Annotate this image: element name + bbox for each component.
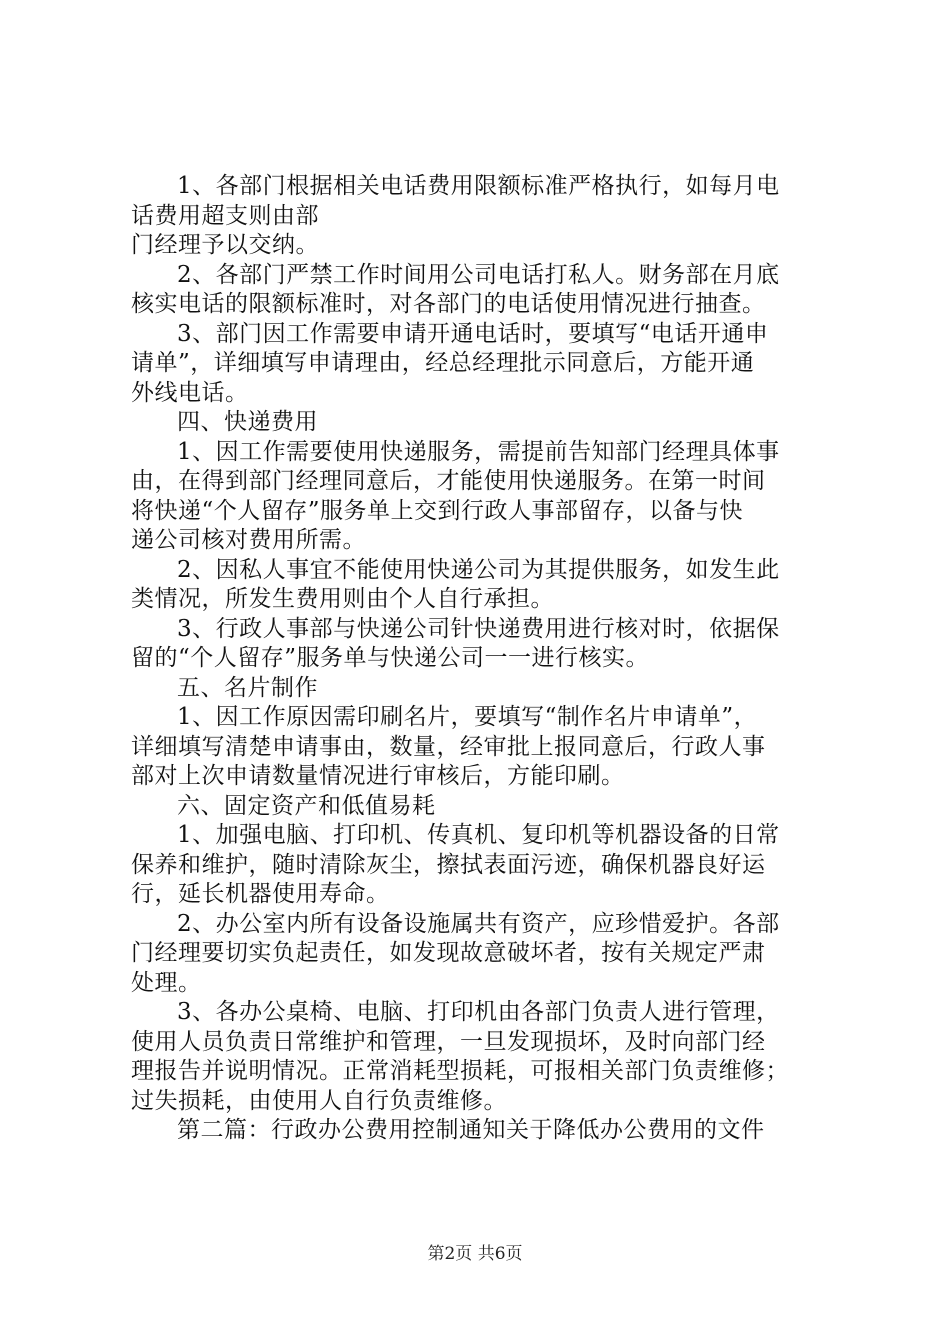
- page-number-footer: 第2页 共6页: [427, 1244, 523, 1264]
- text-line: 由，在得到部门经理同意后，才能使用快递服务。在第一时间: [131, 468, 766, 494]
- text-line: 门经理要切实负起责任，如发现故意破坏者，按有关规定严肃: [131, 940, 766, 966]
- text-line: 过失损耗，由使用人自行负责维修。: [131, 1087, 507, 1114]
- text-line: 1、因工作原因需印刷名片，要填写“制作名片申请单”，: [177, 704, 758, 730]
- text-line: 1、因工作需要使用快递服务，需提前告知部门经理具体事: [177, 438, 780, 465]
- text-line: 处理。: [131, 969, 202, 996]
- text-line: 将快递“个人留存”服务单上交到行政人事部留存，以备与快: [131, 497, 744, 524]
- text-line: 3、行政人事部与快递公司针快递费用进行核对时，依据保: [177, 615, 780, 642]
- text-line: 行，延长机器使用寿命。: [131, 881, 390, 907]
- text-line: 2、办公室内所有设备设施属共有资产，应珍惜爱护。各部: [177, 910, 780, 937]
- text-line: 使用人员负责日常维护和管理，一旦发现损坏，及时向部门经: [131, 1028, 766, 1055]
- text-line: 1、各部门根据相关电话费用限额标准严格执行，如每月电: [177, 173, 780, 199]
- text-line: 门经理予以交纳。: [131, 232, 319, 258]
- text-line: 话费用超支则由部: [131, 202, 319, 229]
- text-line: 详细填写清楚申请事由，数量，经审批上报同意后，行政人事: [131, 733, 766, 760]
- text-line: 第二篇：行政办公费用控制通知关于降低办公费用的文件: [177, 1117, 765, 1143]
- text-line: 理报告并说明情况。正常消耗型损耗，可报相关部门负责维修；: [131, 1058, 789, 1084]
- text-line: 五、名片制作: [177, 674, 318, 701]
- text-line: 六、固定资产和低值易耗: [177, 792, 436, 819]
- document-body: [131, 172, 831, 1146]
- text-line: 部对上次申请数量情况进行审核后，方能印刷。: [131, 763, 625, 789]
- text-line: 请单”，详细填写申请理由，经总经理批示同意后，方能开通: [131, 350, 755, 376]
- text-line: 2、因私人事宜不能使用快递公司为其提供服务，如发生此: [177, 556, 780, 583]
- text-line: 外线电话。: [131, 379, 249, 406]
- text-line: 核实电话的限额标准时，对各部门的电话使用情况进行抽查。: [131, 291, 766, 317]
- text-line: 1、加强电脑、打印机、传真机、复印机等机器设备的日常: [177, 822, 780, 848]
- text-line: 2、各部门严禁工作时间用公司电话打私人。财务部在月底: [177, 261, 780, 288]
- text-line: 类情况，所发生费用则由个人自行承担。: [131, 586, 554, 612]
- text-line: 保养和维护，随时清除灰尘，擦拭表面污迹，确保机器良好运: [131, 851, 766, 878]
- text-line: 递公司核对费用所需。: [131, 527, 366, 553]
- text-line: 3、部门因工作需要申请开通电话时，要填写“电话开通申: [177, 320, 769, 347]
- text-line: 3、各办公桌椅、电脑、打印机由各部门负责人进行管理，: [177, 999, 780, 1025]
- text-line: 四、快递费用: [177, 409, 318, 435]
- text-line: 留的“个人留存”服务单与快递公司一一进行核实。: [131, 645, 650, 671]
